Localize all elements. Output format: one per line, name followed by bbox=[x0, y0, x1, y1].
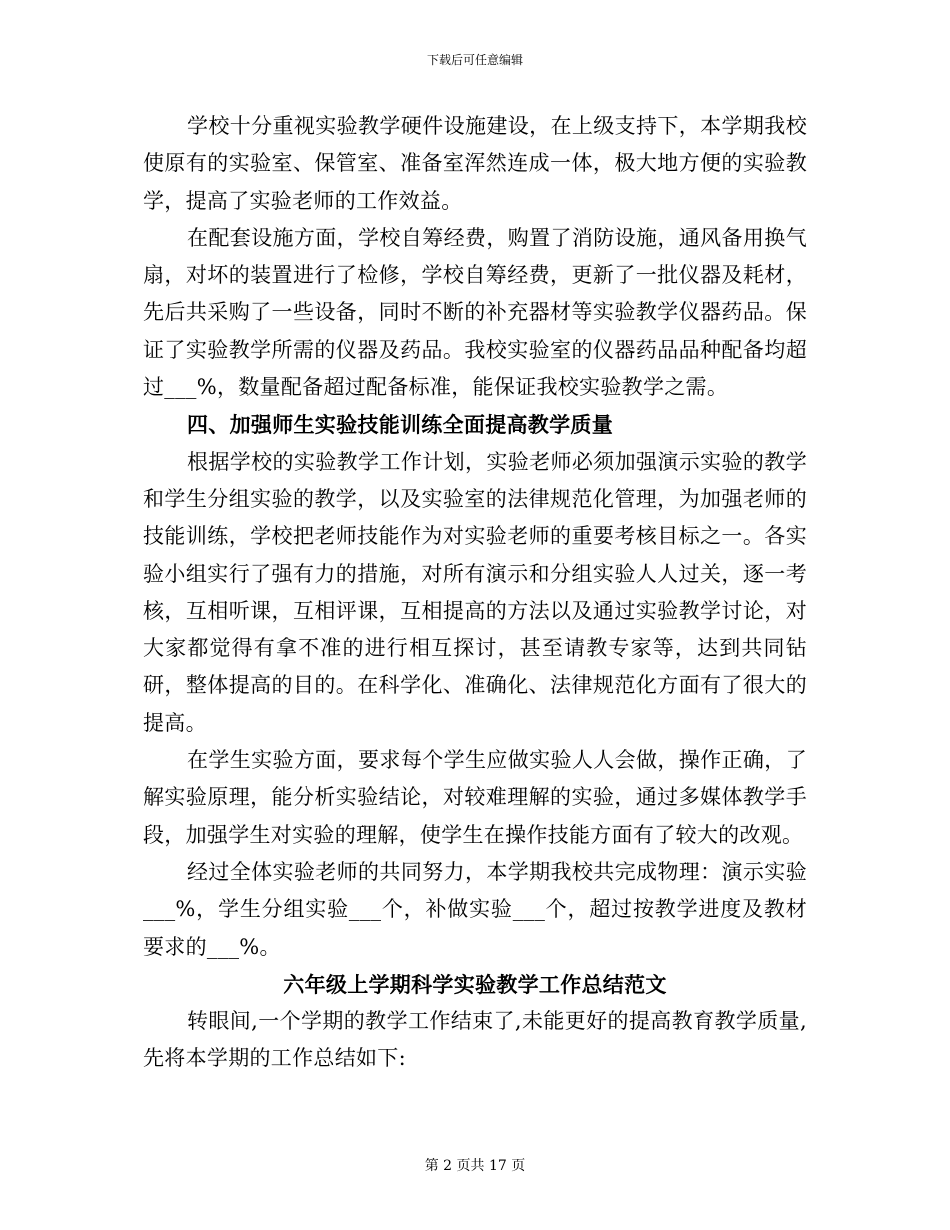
paragraph-teacher-training: 根据学校的实验教学工作计划，实验老师必须加强演示实验的教学和学生分组实验的教学，以及实验室的法律规范化管理，为加强老师的技能训练，学校把老师技能作为对实验老师的重要考核目标之一。各实验小组实行了强有力的措施，对所有演示和分组实验人人过关，逐一考核，互相听课，互相评课，互相提高的方法以及通过实验教学讨论，对大家都觉得有拿不准的进行相互探讨，甚至请教专家等，达到共同钻研，整体提高的目的。在科学化、准确化、法律规范化方面有了很大的提高。 bbox=[143, 449, 807, 735]
article-title: 六年级上学期科学实验教学工作总结范文 bbox=[283, 971, 667, 997]
paragraph-intro: 转眼间,一个学期的教学工作结束了,未能更好的提高教育教学质量,先将本学期的工作总结如下: bbox=[143, 1009, 807, 1071]
paragraph-completion-stats: 经过全体实验老师的共同努力，本学期我校共完成物理：演示实验___%，学生分组实验___个，补做实验___个，超过按教学进度及教材要求的___%。 bbox=[143, 859, 807, 959]
page-header: 下载后可任意编辑 bbox=[426, 53, 523, 67]
page-number: 第 2 页共 17 页 bbox=[424, 1158, 526, 1174]
document-body bbox=[143, 108, 807, 1078]
paragraph-student-experiments: 在学生实验方面，要求每个学生应做实验人人会做，操作正确，了解实验原理，能分析实验结论，对较难理解的实验，通过多媒体教学手段，加强学生对实验的理解，使学生在操作技能方面有了较大的改观。 bbox=[143, 748, 807, 847]
paragraph-lab-facilities: 学校十分重视实验教学硬件设施建设，在上级支持下，本学期我校使原有的实验室、保管室、准备室浑然连成一体，极大地方便的实验教学，提高了实验老师的工作效益。 bbox=[143, 114, 807, 213]
paragraph-supporting-equipment: 在配套设施方面，学校自筹经费，购置了消防设施，通风备用换气扇，对坏的装置进行了检修，学校自筹经费，更新了一批仪器及耗材，先后共采购了一些设备，同时不断的补充器材等实验教学仪器药品。保证了实验教学所需的仪器及药品。我校实验室的仪器药品品种配备均超过___%，数量配备超过配备标准，能保证我校实验教学之需。 bbox=[143, 225, 807, 400]
section-heading-four: 四、加强师生实验技能训练全面提高教学质量 bbox=[187, 412, 613, 438]
